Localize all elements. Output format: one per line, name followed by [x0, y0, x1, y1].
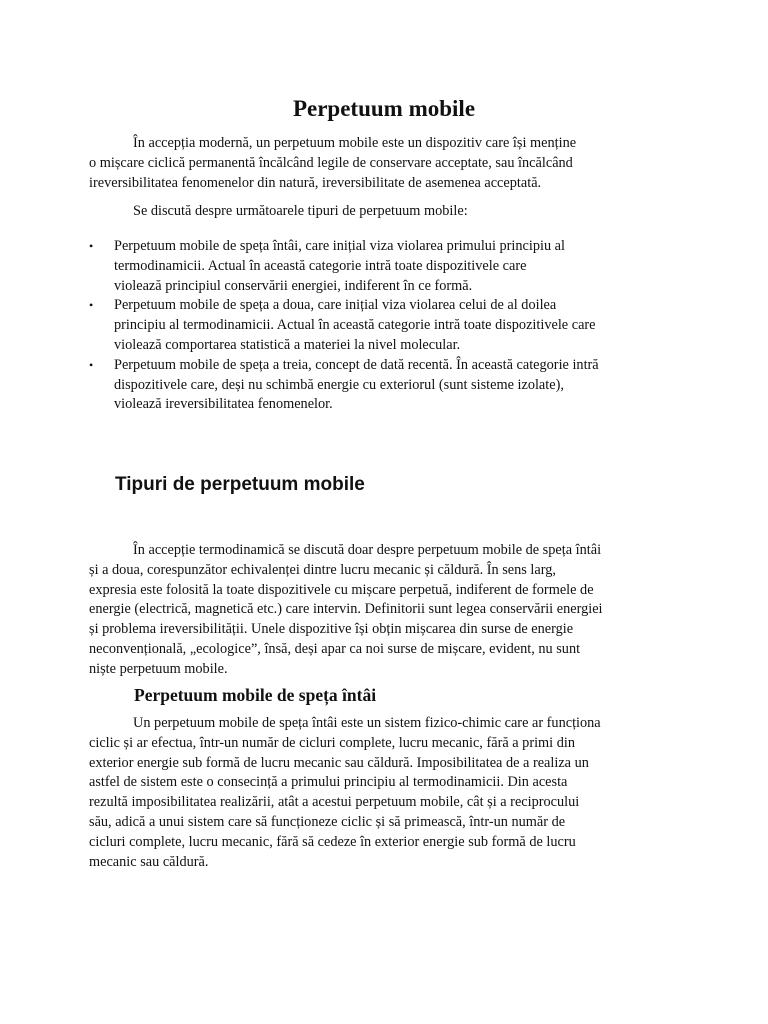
first-kind-paragraph — [89, 714, 659, 872]
text-line: ciclic și ar efectua, într-un număr de cicluri complete, lucru mecanic, fără a primi din — [89, 734, 575, 751]
types-list — [89, 237, 669, 415]
text-line: Perpetuum mobile de speța a doua, care inițial viza violarea celui de al doilea — [114, 297, 557, 314]
text-line: o mișcare ciclică permanentă încălcând legile de conservare acceptate, sau încălcând — [89, 154, 573, 171]
section-heading-types: Tipuri de perpetuum mobile — [115, 474, 365, 495]
bullet-icon: • — [89, 357, 94, 372]
intro-lead-paragraph — [89, 202, 659, 222]
text-line: violează comportarea statistică a materiei la nivel molecular. — [114, 336, 461, 353]
bullet-icon: • — [89, 298, 94, 313]
text-line: Perpetuum mobile de speța a treia, concept de dată recentă. În această categorie intră — [114, 356, 599, 373]
text-line: și a doua, corespunzător echivalenței dintre lucru mecanic și căldură. În sens larg, — [89, 561, 556, 578]
text-line: neconvențională, „ecologice”, însă, deși apar ca noi surse de mișcare, evident, nu sunt — [89, 640, 581, 657]
section-heading-first-kind: Perpetuum mobile de speța întâi — [134, 685, 377, 705]
list-item — [89, 296, 669, 355]
list-item — [89, 356, 669, 415]
text-line: Un perpetuum mobile de speța întâi este un sistem fizico-chimic care ar funcționa — [133, 715, 601, 731]
text-line: exterior energie sub formă de lucru mecanic sau căldură. Imposibilitatea de a realiza un — [89, 754, 589, 771]
text-line: Se discută despre următoarele tipuri de perpetuum mobile: — [133, 203, 468, 219]
text-line: niște perpetuum mobile. — [89, 660, 228, 677]
text-line: Perpetuum mobile de speța întâi, care inițial viza violarea primului principiu al — [114, 238, 566, 254]
text-line: În accepția modernă, un perpetuum mobile este un dispozitiv care își menține — [133, 135, 577, 151]
text-line: mecanic sau căldură. — [89, 853, 209, 870]
text-line: În accepție termodinamică se discută doar despre perpetuum mobile de speța întâi — [133, 542, 602, 558]
intro-paragraph — [89, 134, 659, 193]
text-line: rezultă imposibilitatea realizării, atât a acestui perpetuum mobile, cât și a reciprocului — [89, 794, 580, 811]
text-line: violează ireversibilitatea fenomenelor. — [114, 396, 333, 413]
list-item — [89, 237, 669, 296]
text-line: său, adică a unui sistem care să funcționeze ciclic și să primească, într-un număr de — [89, 813, 566, 830]
text-line: principiu al termodinamicii. Actual în această categorie intră toate dispozitivele care — [114, 317, 596, 334]
text-line: cicluri complete, lucru mecanic, fără să cedeze în exterior energie sub formă de lucru — [89, 833, 576, 850]
text-line: și problema ireversibilității. Unele dispozitive își obțin mișcarea din surse de energie — [89, 621, 574, 638]
text-line: expresia este folosită la toate dispozitivele cu mișcare perpetuă, indiferent de formele de — [89, 581, 594, 598]
types-paragraph — [89, 541, 659, 680]
text-line: violează principiul conservării energiei, indiferent în ce formă. — [114, 277, 473, 294]
page-title: Perpetuum mobile — [292, 96, 476, 121]
text-line: dispozitivele care, deși nu schimbă energie cu exteriorul (sunt sisteme izolate), — [114, 376, 564, 393]
bullet-icon: • — [89, 239, 94, 253]
text-line: energie (electrică, magnetică etc.) care intervin. Definitorii sunt legea conservării energiei — [89, 601, 603, 618]
text-line: astfel de sistem este o consecință a primului principiu al termodinamicii. Din acesta — [89, 774, 568, 791]
text-line: ireversibilitatea fenomenelor din natură, ireversibilitate de asemenea acceptată. — [89, 174, 542, 191]
text-line: termodinamicii. Actual în această categorie intră toate dispozitivele care — [114, 257, 527, 274]
